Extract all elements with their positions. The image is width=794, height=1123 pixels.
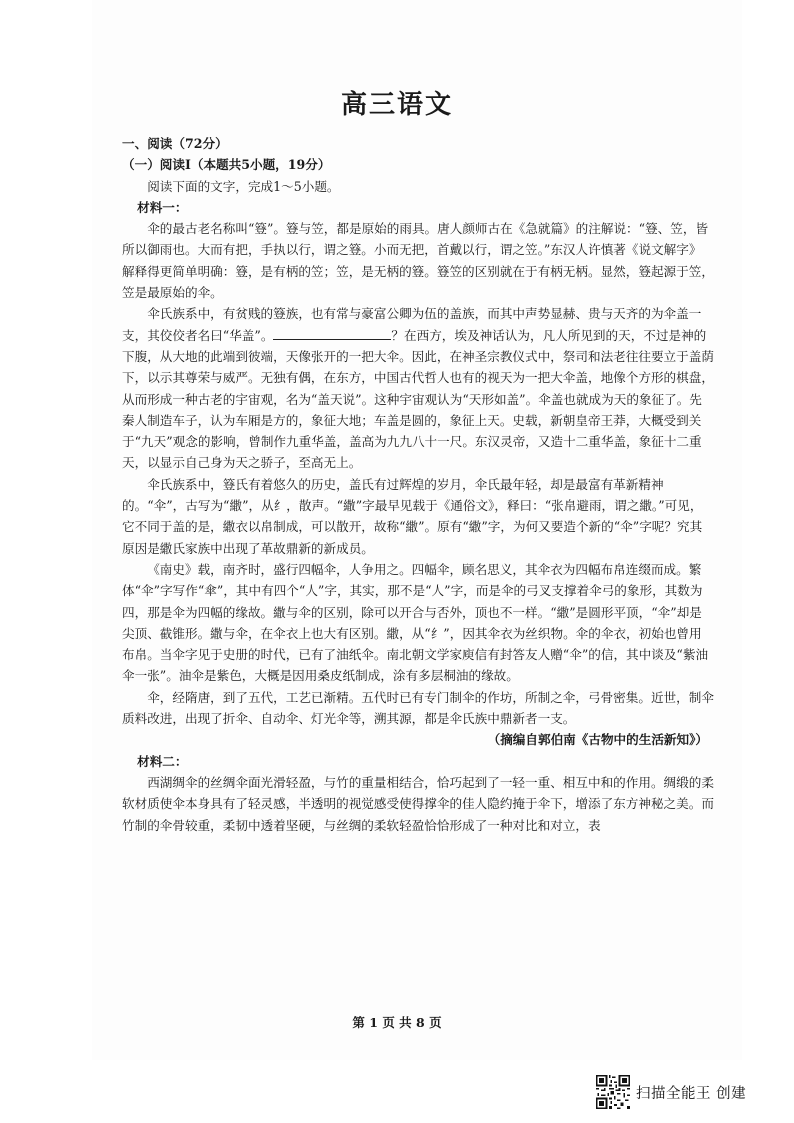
material-1-paragraph: 伞，经隋唐，到了五代，工艺已渐精。五代时已有专门制伞的作坊，所制之伞，弓骨密集。近世，制伞质料改进，出现了折伞、自动伞、灯光伞等，溯其源，都是伞氏族中鼎新者一支。	[122, 689, 714, 727]
material-2-label: 材料二：	[137, 753, 188, 769]
paragraph-text: ？在西方，埃及神话认为，凡人所见到的天，不过是神的下腹，从大地的此端到彼端，天像张开的一把大伞。因此，在神圣宗教仪式中，祭司和法老往往要立于盖荫下，以示其尊荣与威严。无独有偶，在东方，中国古代哲人也有的视天为一把大伞盖，地像个方形的棋盘，从而形成一种古老的宇宙观，名为“盖天说”。这种宇宙观认为“天形如盖”。伞盖也就成为天的象征了。先秦人制造车子，认为车厢是方的，象征大地；车盖是圆的，象征上天。史载，新朝皇帝王莽，大概受到关于“九天”观念的影响，曾制作九重华盖，盖高为九九八十一尺。东汉灵帝，又造十二重华盖，象征十二重天，以显示自己身为天之骄子，至高无上。	[122, 327, 714, 471]
material-1-paragraph: 伞氏族系中，簦氏有着悠久的历史，盖氏有过辉煌的岁月，伞氏最年轻，却是最富有革新精神的。“伞”，古写为“繖”，从纟，散声。“繖”字最早见载于《通俗文》，释曰：“张帛避雨，谓之繖。”可见，它不同于盖的是，繖衣以帛制成，可以散开，故称“繖”。原有“繖”字，为何又要造个新的“伞”字呢？究其原因是繖氏家族中出现了革故鼎新的新成员。	[122, 476, 703, 556]
instruction: 阅读下面的文字，完成1～5小题。	[147, 178, 340, 194]
qr-code-icon	[596, 1075, 630, 1109]
material-1-paragraph: 伞的最古老名称叫“簦”。簦与笠，都是原始的雨具。唐人颜师古在《急就篇》的注解说：“簦、笠，皆所以御雨也。大而有把，手执以行，谓之簦。小而无把，首戴以行，谓之笠。”东汉人许慎著《说文解字》解释得更简单明确：簦，是有柄的笠；笠，是无柄的簦。簦笠的区别就在于有柄无柄。显然，簦起源于笠，笠是最原始的伞。	[122, 221, 714, 301]
page-title: 高三语文	[340, 90, 453, 120]
section-heading: 一、阅读（72分）	[122, 136, 228, 151]
source-citation: （摘编自郭伯南《古物中的生活新知》）	[487, 732, 708, 748]
material-2-paragraph: 西湖绸伞的丝绸伞面光滑轻盈，与竹的重量相结合，恰巧起到了一轻一重、相互中和的作用。绸缎的柔软材质使伞本身具有了轻灵感，半透明的视觉感受使得撑伞的佳人隐约掩于伞下，增添了东方神秘之美。而竹制的伞骨较重，柔韧中透着坚硬，与丝绸的柔软轻盈恰恰形成了一种对比和对立，表	[122, 774, 714, 833]
page-footer: 第 1 页 共 8 页	[352, 1015, 442, 1030]
watermark-text: 扫描全能王 创建	[636, 1085, 747, 1102]
scanner-watermark	[596, 1074, 746, 1110]
sub-heading: （一）阅读Ⅰ（本题共5小题，19分）	[122, 157, 331, 173]
exam-content	[122, 133, 714, 836]
material-1-paragraph: 《南史》载，南齐时，盛行四幅伞，人争用之。四幅伞，顾名思义，其伞衣为四幅布帛连缀而成。繁体“伞”字写作“傘”，其中有四个“人”字，其实，那不是“人”字，而是伞的弓叉支撑着伞弓的象形，其数为四，那是伞为四幅的缘故。繖与伞的区别，除可以开合与否外，顶也不一样。“繖”是圆形平顶，“伞”却是尖顶、截锥形。繖与伞，在伞衣上也大有区别。繖，从“纟”，因其伞衣为丝织物。伞的伞衣，初始也曾用布帛。当伞字见于史册的时代，已有了油纸伞。南北朝文学家庾信有封答友人赠“伞”的信，其中谈及“紫油伞一张”。油伞是紫色，大概是因用桑皮纸制成，涂有多层桐油的缘故。	[122, 561, 709, 684]
answer-blank	[273, 327, 391, 340]
material-1-label: 材料一：	[137, 199, 188, 215]
paragraph-text: 伞氏族系中，有贫贱的簦族，也有常与豪富公卿为伍的盖族，而其中声势显赫、贵与天齐的为伞盖一支，其佼佼者名曰“华盖”。	[122, 306, 702, 343]
material-1-paragraph	[122, 303, 714, 473]
